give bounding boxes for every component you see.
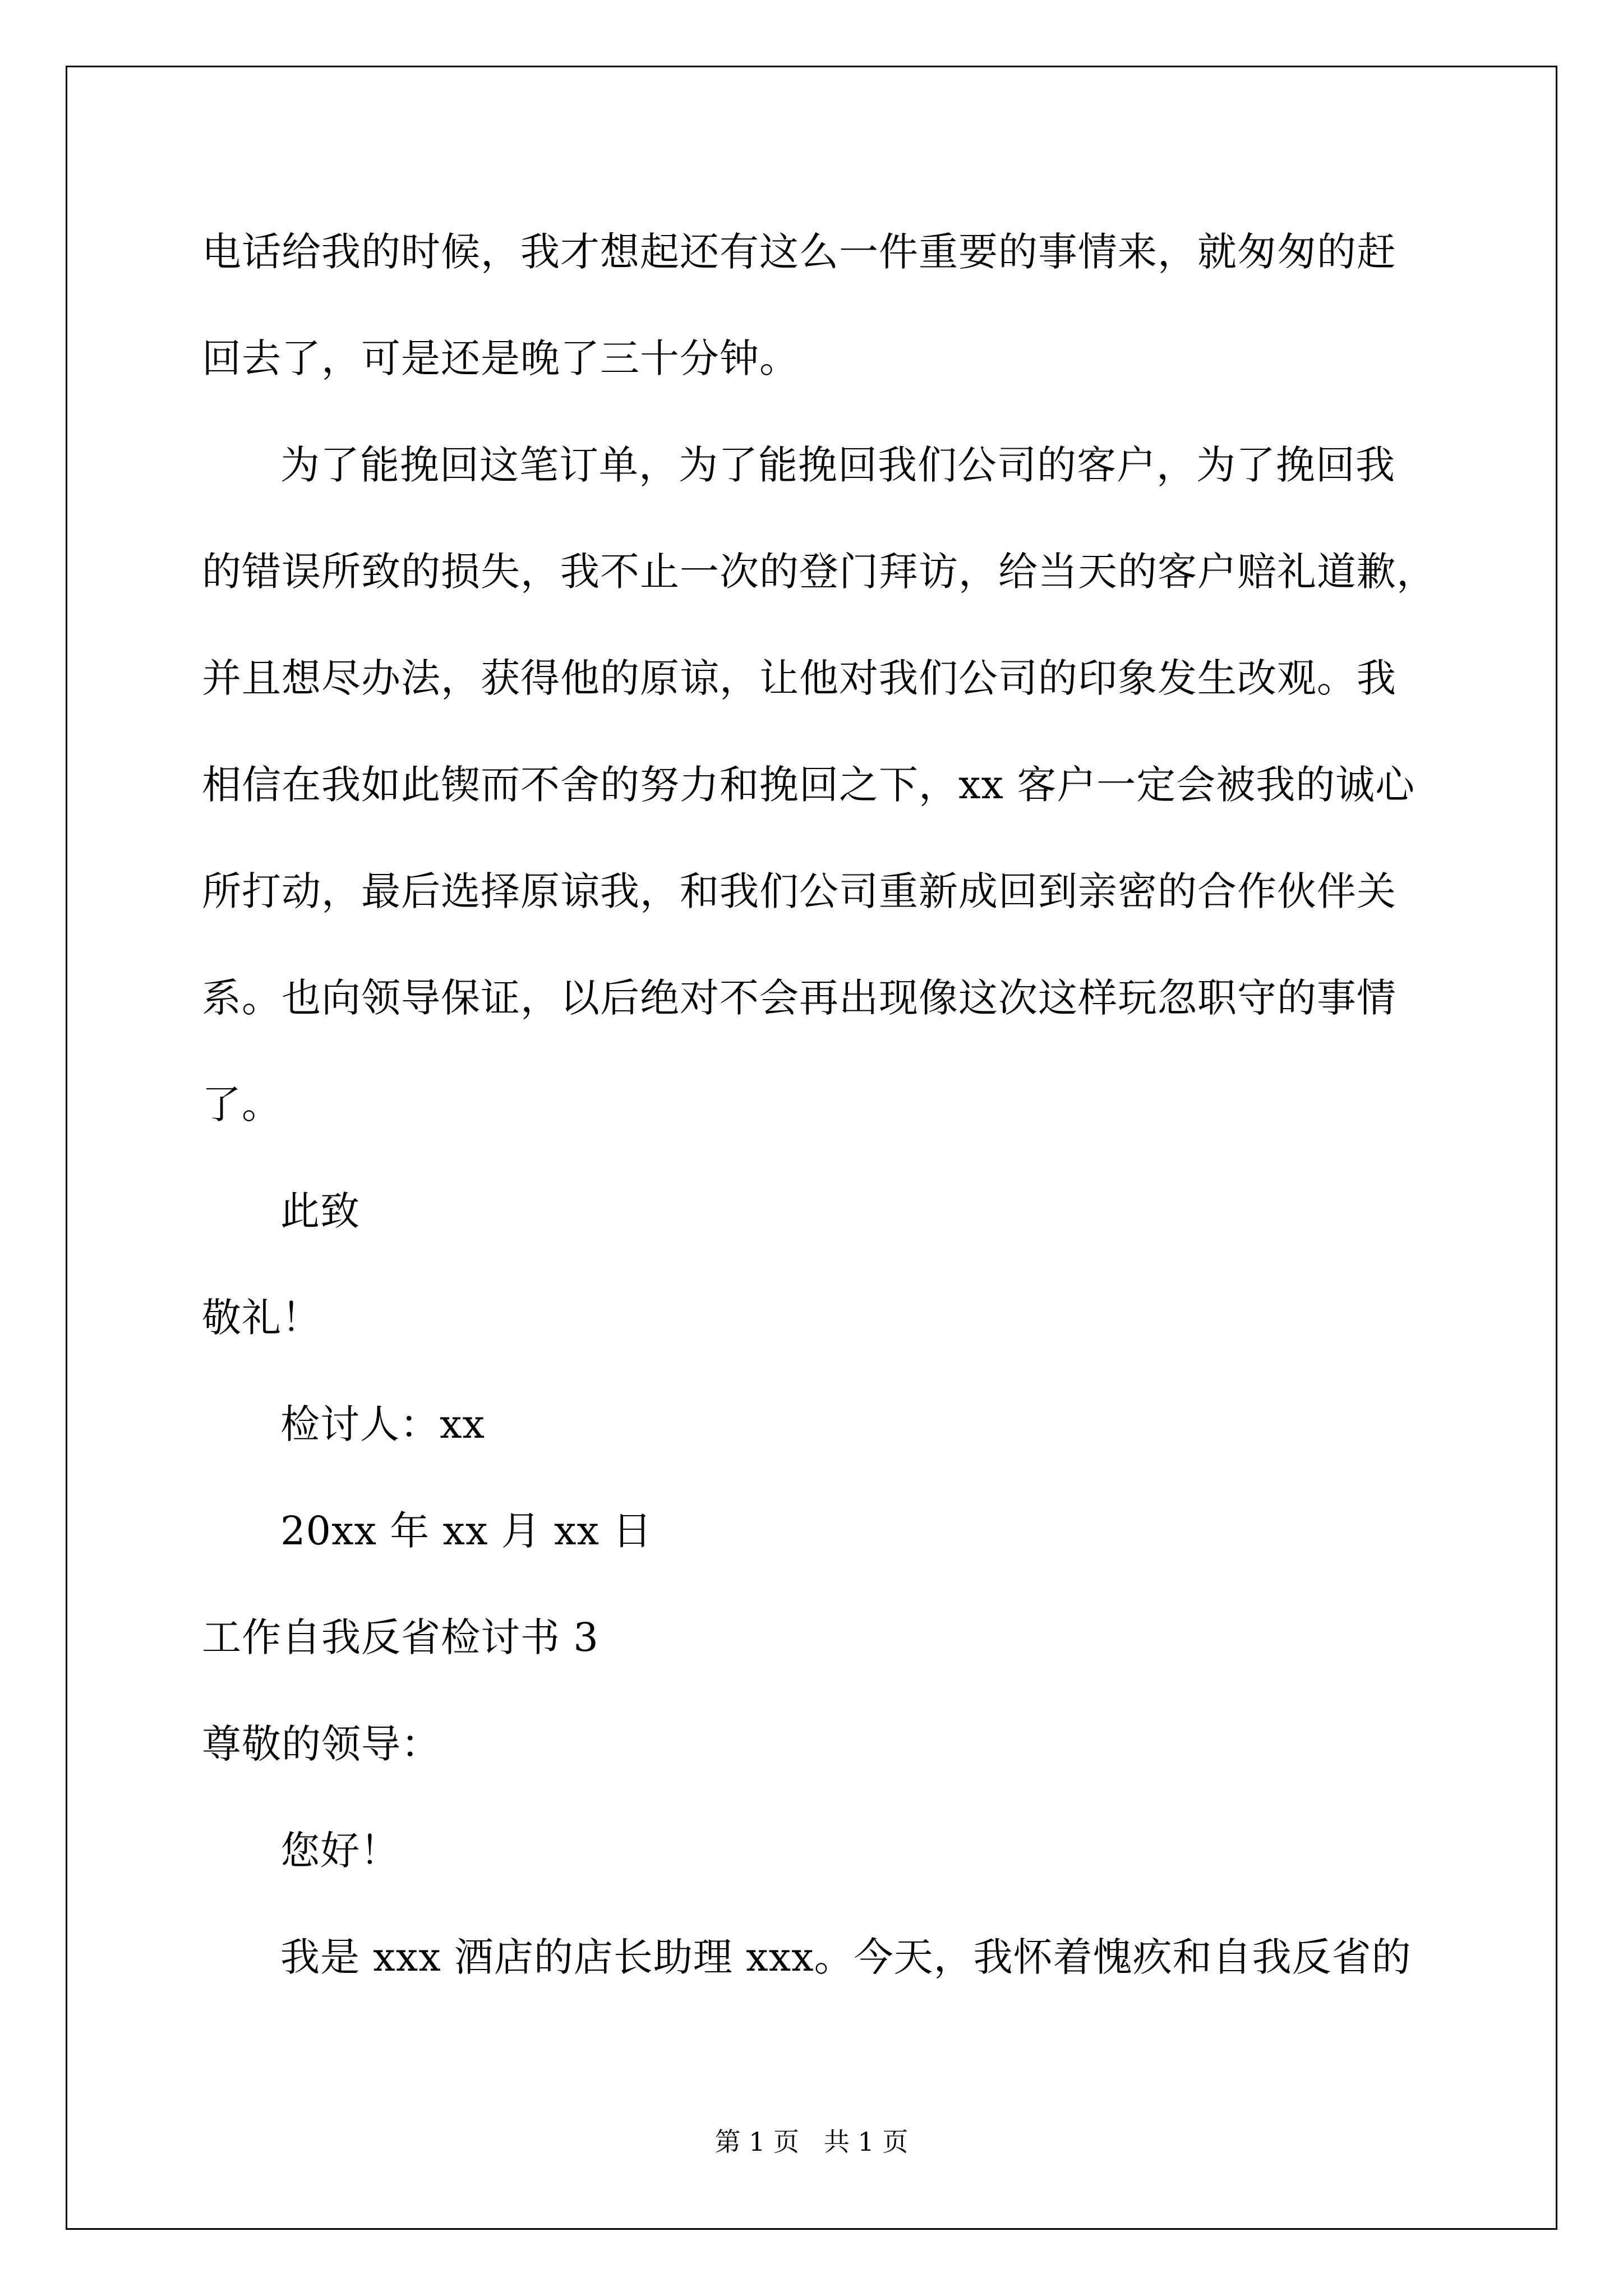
- body-text-line: 回去了，可是还是晚了三十分钟。: [202, 335, 799, 381]
- greeting: 您好！: [280, 1828, 400, 1874]
- closing-salutation: 此致: [280, 1188, 360, 1234]
- signature-name: 检讨人：xx: [280, 1401, 485, 1447]
- body-text-line: 了。: [202, 1082, 282, 1128]
- body-text-line: 系。也向领导保证，以后绝对不会再出现像这次这样玩忽职守的事情: [202, 975, 1396, 1021]
- page-number-footer: 第 1 页 共 1 页: [714, 2127, 909, 2157]
- body-text-line: 并且想尽办法，获得他的原谅，让他对我们公司的印象发生改观。我: [202, 655, 1396, 701]
- paragraph-start-line: 我是 xxx 酒店的店长助理 xxx。今天，我怀着愧疚和自我反省的: [280, 1934, 1412, 1980]
- body-text-line: 所打动，最后选择原谅我，和我们公司重新成回到亲密的合作伙伴关: [202, 868, 1396, 914]
- closing-regards: 敬礼！: [202, 1295, 321, 1341]
- body-text-line: 的错误所致的损失，我不止一次的登门拜访，给当天的客户赔礼道歉，: [202, 549, 1436, 595]
- paragraph-start-line: 为了能挽回这笔订单，为了能挽回我们公司的客户，为了挽回我: [280, 442, 1395, 488]
- letter-salutation: 尊敬的领导：: [202, 1721, 441, 1767]
- section-title: 工作自我反省检讨书 3: [202, 1614, 599, 1660]
- body-text-line: 相信在我如此锲而不舍的努力和挽回之下，xx 客户一定会被我的诚心: [202, 762, 1415, 808]
- page-border: [66, 66, 1557, 2230]
- body-text-line: 电话给我的时候，我才想起还有这么一件重要的事情来，就匆匆的赶: [202, 229, 1396, 275]
- signature-date: 20xx 年 xx 月 xx 日: [280, 1508, 653, 1554]
